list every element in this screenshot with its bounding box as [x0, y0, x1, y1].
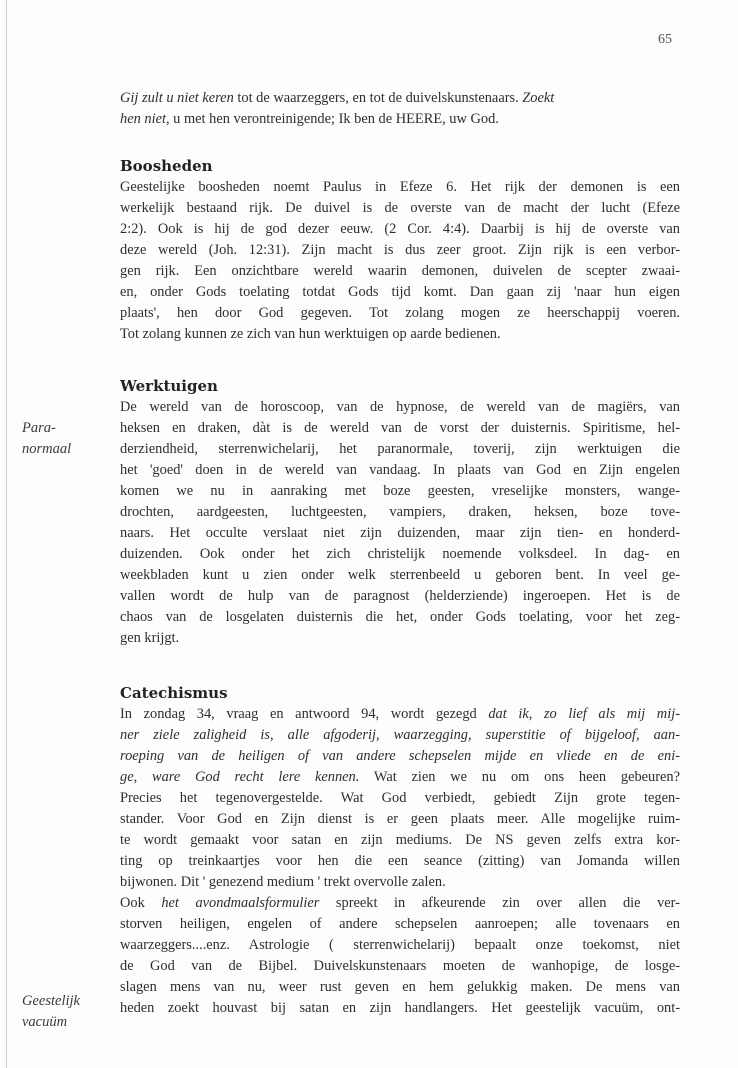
paragraph-line: vallen wordt de hulp van de paragnost (helderziende) ingeroepen. Het is de — [120, 588, 680, 604]
paragraph-line: Tot zolang kunnen ze zich van hun werktuigen op aarde bedienen. — [120, 326, 501, 342]
intro-italic-2: Zoekt — [522, 90, 555, 106]
paragraph-line: naars. Het occulte verslaat niet zijn duizenden, maar zijn tien- en honderd- — [120, 525, 680, 541]
paragraph-line: duizenden. Ook onder het zich christelijk noemende volksdeel. In dag- en — [120, 546, 680, 562]
catechismus-text: spreekt in afkeurende zin over allen die ver- — [319, 895, 680, 911]
heading-catechismus: Catechismus — [120, 684, 228, 702]
margin-note-geestelijk-vacuum: Geestelijk vacuüm — [22, 993, 80, 1030]
intro-text-2: , u met hen verontreinigende; Ik ben de HEERE, uw God. — [165, 111, 499, 127]
paragraph-line: komen we nu in aanraking met boze geesten, vreselijke monsters, wange- — [120, 483, 680, 499]
paragraph-line: weekbladen kunt u zien onder welk sterrenbeeld u geboren bent. In veel ge- — [120, 567, 680, 583]
paragraph-line: deze wereld (Joh. 12:31). Zijn macht is dus zeer groot. Zijn rijk is een verbor- — [120, 242, 680, 258]
paragraph-line: storven heiligen, engelen of andere schepselen aanroepen; alle tovenaars en — [120, 916, 680, 932]
paragraph-line: de God van de Bijbel. Duivelskunstenaars moeten de wanhopige, de losge- — [120, 958, 680, 974]
catechismus-quote: dat ik, zo lief als mij mij- — [488, 706, 680, 722]
paragraph-line: ting op treinkaartjes voor hen die een seance (zitting) van Jomanda willen — [120, 853, 680, 869]
paragraph-line: stander. Voor God en Zijn dienst is er geen plaats meer. Alle mogelijke ruim- — [120, 811, 680, 827]
section-boosheden — [120, 155, 680, 345]
page-edge-rule — [6, 0, 7, 1068]
catechismus-quote: ge, ware God recht lere kennen. — [120, 769, 360, 785]
paragraph-line: en, onder Gods toelating totdat Gods tijd komt. Dan gaan zij 'naar hun eigen — [120, 284, 680, 300]
paragraph-line: plaats', hen door God gegeven. Tot zolang mogen ze heerschappij voeren. — [120, 305, 680, 321]
catechismus-text: Wat zien we nu om ons heen gebeuren? — [359, 769, 680, 785]
paragraph-line: gen krijgt. — [120, 630, 180, 646]
paragraph-line: slagen mens van nu, weer rust geven en hem gelukkig maken. De mens van — [120, 979, 680, 995]
intro-text-1: tot de waarzeggers, en tot de duivelskunstenaars. — [233, 90, 523, 106]
section-catechismus — [120, 682, 680, 1019]
paragraph-line: chaos van de losgelaten duisternis die het, onder Gods toelating, voor het zeg- — [120, 609, 680, 625]
catechismus-text: In zondag 34, vraag en antwoord 94, wordt gezegd — [120, 706, 489, 722]
paragraph-line: heksen en draken, dàt is de wereld van de vorst der duisternis. Spiritisme, hel- — [120, 420, 680, 436]
paragraph-line: Geestelijke boosheden noemt Paulus in Efeze 6. Het rijk der demonen is een — [120, 179, 680, 195]
section-werktuigen — [120, 375, 680, 649]
heading-boosheden: Boosheden — [120, 157, 213, 175]
margin-note-paranormaal: Para- normaal — [22, 420, 72, 457]
heading-werktuigen: Werktuigen — [120, 377, 218, 395]
catechismus-quote: roeping van de heiligen of van andere schepselen mijde en vliede en de eni- — [120, 748, 680, 764]
paragraph-line: heden zoekt houvast bij satan en zijn handlangers. Het geestelijk vacuüm, ont- — [120, 1000, 680, 1016]
paragraph-line: derziendheid, sterrenwichelarij, het paranormale, toverij, zijn werktuigen die — [120, 441, 680, 457]
paragraph-line: drochten, aardgeesten, luchtgeesten, vampiers, draken, heksen, boze tove- — [120, 504, 680, 520]
paragraph-line: De wereld van de horoscoop, van de hypnose, de wereld van de magiërs, van — [120, 399, 680, 415]
paragraph-line: waarzeggers....enz. Astrologie ( sterrenwichelarij) bepaalt onze toekomst, niet — [120, 937, 680, 953]
intro-italic-3: hen niet — [120, 111, 166, 127]
page-number: 65 — [658, 32, 672, 47]
intro-quote — [120, 88, 680, 130]
paragraph-line: het 'goed' doen in de wereld van vandaag. In plaats van God en Zijn engelen — [120, 462, 680, 478]
intro-italic-1: Gij zult u niet keren — [120, 90, 234, 106]
paragraph-line: gen rijk. Een onzichtbare wereld waarin demonen, duivelen de scepter zwaai- — [120, 263, 680, 279]
catechismus-title: het avondmaalsformulier — [161, 895, 320, 911]
paragraph-line: Precies het tegenovergestelde. Wat God verbiedt, gebiedt Zijn grote tegen- — [120, 790, 680, 806]
catechismus-quote: ner ziele zaligheid is, alle afgoderij, waarzegging, superstitie of bijgeloof, aan- — [120, 727, 680, 743]
paragraph-line: 2:2). Ook is hij de god dezer eeuw. (2 Cor. 4:4). Daarbij is hij de overste van — [120, 221, 680, 237]
paragraph-line: werkelijk bestaand rijk. De duivel is de overste van de macht der lucht (Efeze — [120, 200, 680, 216]
paragraph-line: te wordt gemaakt voor satan en zijn mediums. De NS geven zelfs extra kor- — [120, 832, 680, 848]
paragraph-line: bijwonen. Dit ' genezend medium ' trekt overvolle zalen. — [120, 874, 446, 890]
catechismus-text: Ook — [120, 895, 162, 911]
